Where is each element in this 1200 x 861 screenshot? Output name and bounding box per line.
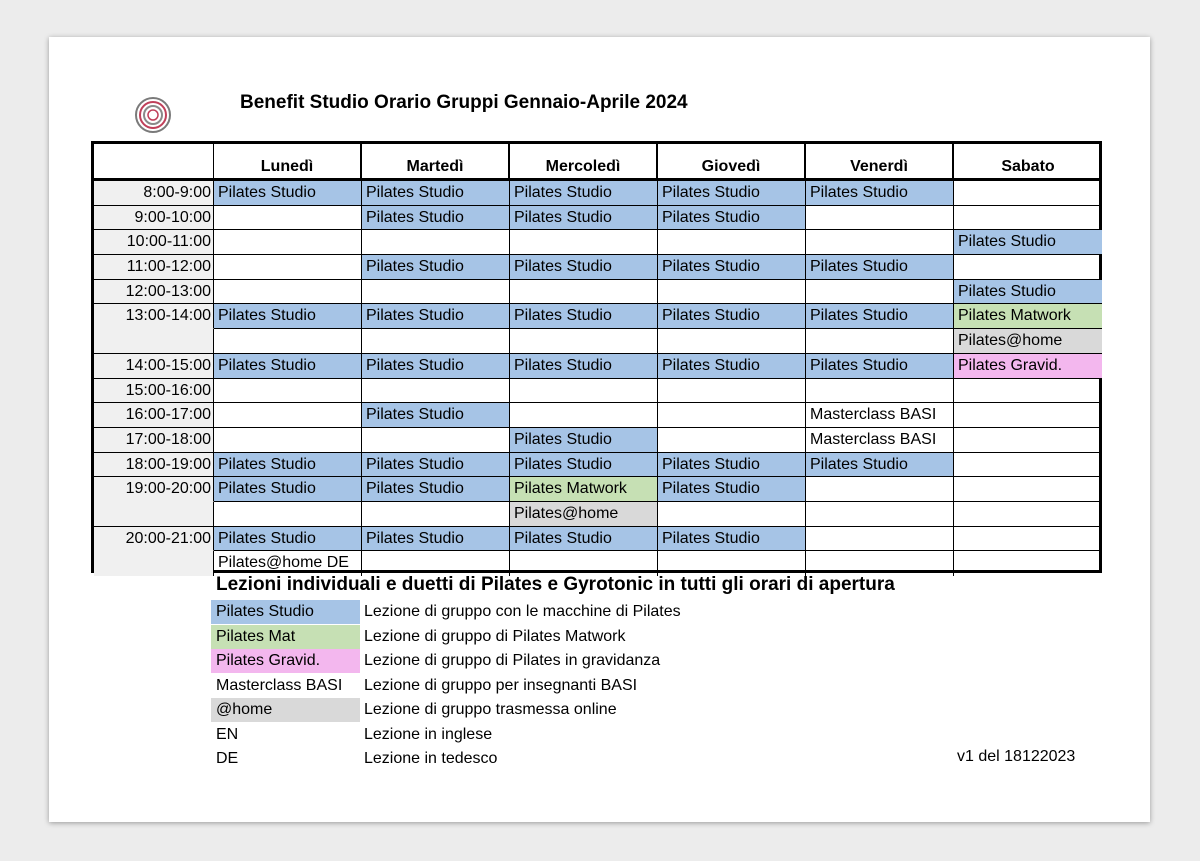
schedule-cell: Pilates Studio	[954, 280, 1102, 305]
time-slot	[94, 502, 214, 527]
schedule-cell	[954, 206, 1102, 231]
legend-row	[211, 698, 1111, 723]
schedule-cell	[806, 527, 954, 552]
table-corner	[94, 144, 214, 181]
schedule-cell: Pilates Studio	[214, 181, 362, 206]
schedule-cell: Pilates Studio	[658, 255, 806, 280]
schedule-cell: Pilates Studio	[510, 354, 658, 379]
schedule-cell	[214, 329, 362, 354]
time-slot: 14:00-15:00	[94, 354, 214, 379]
schedule-cell: Pilates Studio	[658, 453, 806, 478]
time-slot: 20:00-21:00	[94, 527, 214, 552]
schedule-cell: Pilates Studio	[510, 453, 658, 478]
schedule-cell: Pilates Studio	[362, 206, 510, 231]
schedule-cell: Pilates Studio	[362, 453, 510, 478]
schedule-cell: Pilates Studio	[214, 527, 362, 552]
schedule-cell: Pilates Studio	[362, 403, 510, 428]
time-slot: 18:00-19:00	[94, 453, 214, 478]
time-slot: 13:00-14:00	[94, 304, 214, 329]
schedule-cell: Pilates Studio	[362, 304, 510, 329]
legend-swatch: Pilates Gravid.	[211, 649, 360, 673]
legend-description: Lezione di gruppo per insegnanti BASI	[364, 676, 638, 694]
schedule-cell	[806, 230, 954, 255]
schedule-cell: Pilates Studio	[214, 354, 362, 379]
schedule-cell	[954, 527, 1102, 552]
schedule-cell	[362, 329, 510, 354]
schedule-cell	[954, 379, 1102, 404]
day-header: Giovedì	[658, 144, 806, 181]
schedule-cell: Pilates Matwork	[954, 304, 1102, 329]
schedule-cell: Pilates Studio	[806, 181, 954, 206]
schedule-cell	[806, 551, 954, 576]
schedule-cell	[954, 181, 1102, 206]
schedule-cell	[510, 551, 658, 576]
schedule-cell	[214, 280, 362, 305]
day-header: Mercoledì	[510, 144, 658, 181]
schedule-cell: Pilates Studio	[214, 453, 362, 478]
schedule-cell	[658, 428, 806, 453]
schedule-cell	[954, 551, 1102, 576]
schedule-cell	[806, 329, 954, 354]
schedule-cell	[658, 280, 806, 305]
schedule-cell	[214, 230, 362, 255]
day-header: Lunedì	[214, 144, 362, 181]
schedule-cell	[954, 403, 1102, 428]
time-slot: 19:00-20:00	[94, 477, 214, 502]
legend	[211, 600, 1111, 772]
schedule-cell: Pilates Studio	[658, 477, 806, 502]
schedule-cell: Pilates Studio	[806, 304, 954, 329]
schedule-cell	[214, 428, 362, 453]
schedule-cell: Pilates Studio	[362, 527, 510, 552]
schedule-cell	[806, 206, 954, 231]
legend-swatch: Pilates Mat	[211, 625, 360, 649]
schedule-cell	[362, 379, 510, 404]
schedule-cell	[658, 379, 806, 404]
schedule-cell: Pilates Studio	[510, 527, 658, 552]
version-label: v1 del 18122023	[957, 748, 1076, 765]
legend-row	[211, 600, 1111, 625]
schedule-cell: Pilates Studio	[954, 230, 1102, 255]
day-header: Martedì	[362, 144, 510, 181]
time-slot	[94, 329, 214, 354]
time-slot: 9:00-10:00	[94, 206, 214, 231]
schedule-cell: Pilates Matwork	[510, 477, 658, 502]
schedule-table	[91, 141, 1102, 573]
schedule-cell: Pilates Studio	[806, 453, 954, 478]
subheading: Lezioni individuali e duetti di Pilates e Gyrotonic in tutti gli orari di apertura	[216, 574, 895, 595]
schedule-cell: Pilates Studio	[510, 428, 658, 453]
time-slot: 10:00-11:00	[94, 230, 214, 255]
schedule-cell	[510, 379, 658, 404]
schedule-cell: Pilates Gravid.	[954, 354, 1102, 379]
schedule-cell: Pilates@home	[510, 502, 658, 527]
schedule-cell: Pilates Studio	[658, 181, 806, 206]
legend-description: Lezione di gruppo di Pilates Matwork	[364, 627, 626, 645]
schedule-cell: Pilates@home	[954, 329, 1102, 354]
schedule-cell	[510, 230, 658, 255]
schedule-cell: Pilates Studio	[510, 181, 658, 206]
schedule-cell	[510, 329, 658, 354]
schedule-cell	[954, 453, 1102, 478]
time-slot: 8:00-9:00	[94, 181, 214, 206]
schedule-cell: Pilates Studio	[510, 304, 658, 329]
schedule-cell	[214, 255, 362, 280]
time-slot	[94, 551, 214, 576]
schedule-cell	[954, 428, 1102, 453]
schedule-cell	[806, 280, 954, 305]
schedule-cell: Pilates Studio	[658, 206, 806, 231]
schedule-cell: Pilates Studio	[658, 354, 806, 379]
legend-swatch: Masterclass BASI	[216, 676, 343, 694]
schedule-cell	[362, 551, 510, 576]
legend-swatch: Pilates Studio	[211, 600, 360, 624]
schedule-cell: Pilates Studio	[510, 206, 658, 231]
schedule-cell: Pilates Studio	[214, 477, 362, 502]
time-slot: 16:00-17:00	[94, 403, 214, 428]
page-title: Benefit Studio Orario Gruppi Gennaio-Aprile 2024	[240, 92, 688, 113]
schedule-cell	[214, 206, 362, 231]
schedule-cell	[658, 551, 806, 576]
schedule-cell	[806, 477, 954, 502]
day-header: Sabato	[954, 144, 1102, 181]
time-slot: 15:00-16:00	[94, 379, 214, 404]
legend-swatch: EN	[216, 725, 239, 743]
legend-row	[211, 723, 1111, 748]
schedule-cell	[954, 477, 1102, 502]
schedule-cell: Masterclass BASI	[806, 403, 954, 428]
schedule-cell: Pilates Studio	[362, 477, 510, 502]
schedule-cell: Pilates Studio	[510, 255, 658, 280]
schedule-cell	[658, 502, 806, 527]
schedule-cell	[214, 502, 362, 527]
schedule-cell	[362, 280, 510, 305]
schedule-cell: Pilates Studio	[362, 255, 510, 280]
logo-rings-icon	[133, 95, 173, 135]
schedule-cell	[510, 403, 658, 428]
legend-swatch: DE	[216, 750, 239, 767]
schedule-cell: Pilates Studio	[362, 181, 510, 206]
schedule-cell	[954, 502, 1102, 527]
schedule-cell: Pilates Studio	[362, 354, 510, 379]
schedule-cell	[806, 379, 954, 404]
schedule-cell	[214, 379, 362, 404]
legend-row	[211, 649, 1111, 674]
legend-row	[211, 674, 1111, 699]
schedule-cell	[362, 502, 510, 527]
time-slot: 17:00-18:00	[94, 428, 214, 453]
schedule-cell	[806, 502, 954, 527]
schedule-cell: Masterclass BASI	[806, 428, 954, 453]
schedule-cell	[954, 255, 1102, 280]
legend-description: Lezione in tedesco	[364, 750, 498, 767]
schedule-cell: Pilates Studio	[214, 304, 362, 329]
schedule-cell: Pilates Studio	[806, 255, 954, 280]
schedule-cell	[658, 403, 806, 428]
legend-description: Lezione di gruppo trasmessa online	[364, 701, 617, 718]
schedule-cell	[658, 329, 806, 354]
legend-swatch: @home	[211, 698, 360, 722]
legend-row	[211, 625, 1111, 650]
schedule-cell: Pilates Studio	[658, 527, 806, 552]
day-header: Venerdì	[806, 144, 954, 181]
legend-description: Lezione di gruppo con le macchine di Pilates	[364, 603, 681, 620]
schedule-cell	[214, 403, 362, 428]
legend-description: Lezione in inglese	[364, 725, 493, 743]
schedule-cell: Pilates@home DE	[214, 551, 362, 576]
schedule-cell	[362, 428, 510, 453]
schedule-cell: Pilates Studio	[658, 304, 806, 329]
legend-description: Lezione di gruppo di Pilates in gravidanza	[364, 652, 661, 669]
time-slot: 11:00-12:00	[94, 255, 214, 280]
schedule-cell: Pilates Studio	[806, 354, 954, 379]
schedule-cell	[362, 230, 510, 255]
schedule-cell	[510, 280, 658, 305]
time-slot: 12:00-13:00	[94, 280, 214, 305]
schedule-cell	[658, 230, 806, 255]
